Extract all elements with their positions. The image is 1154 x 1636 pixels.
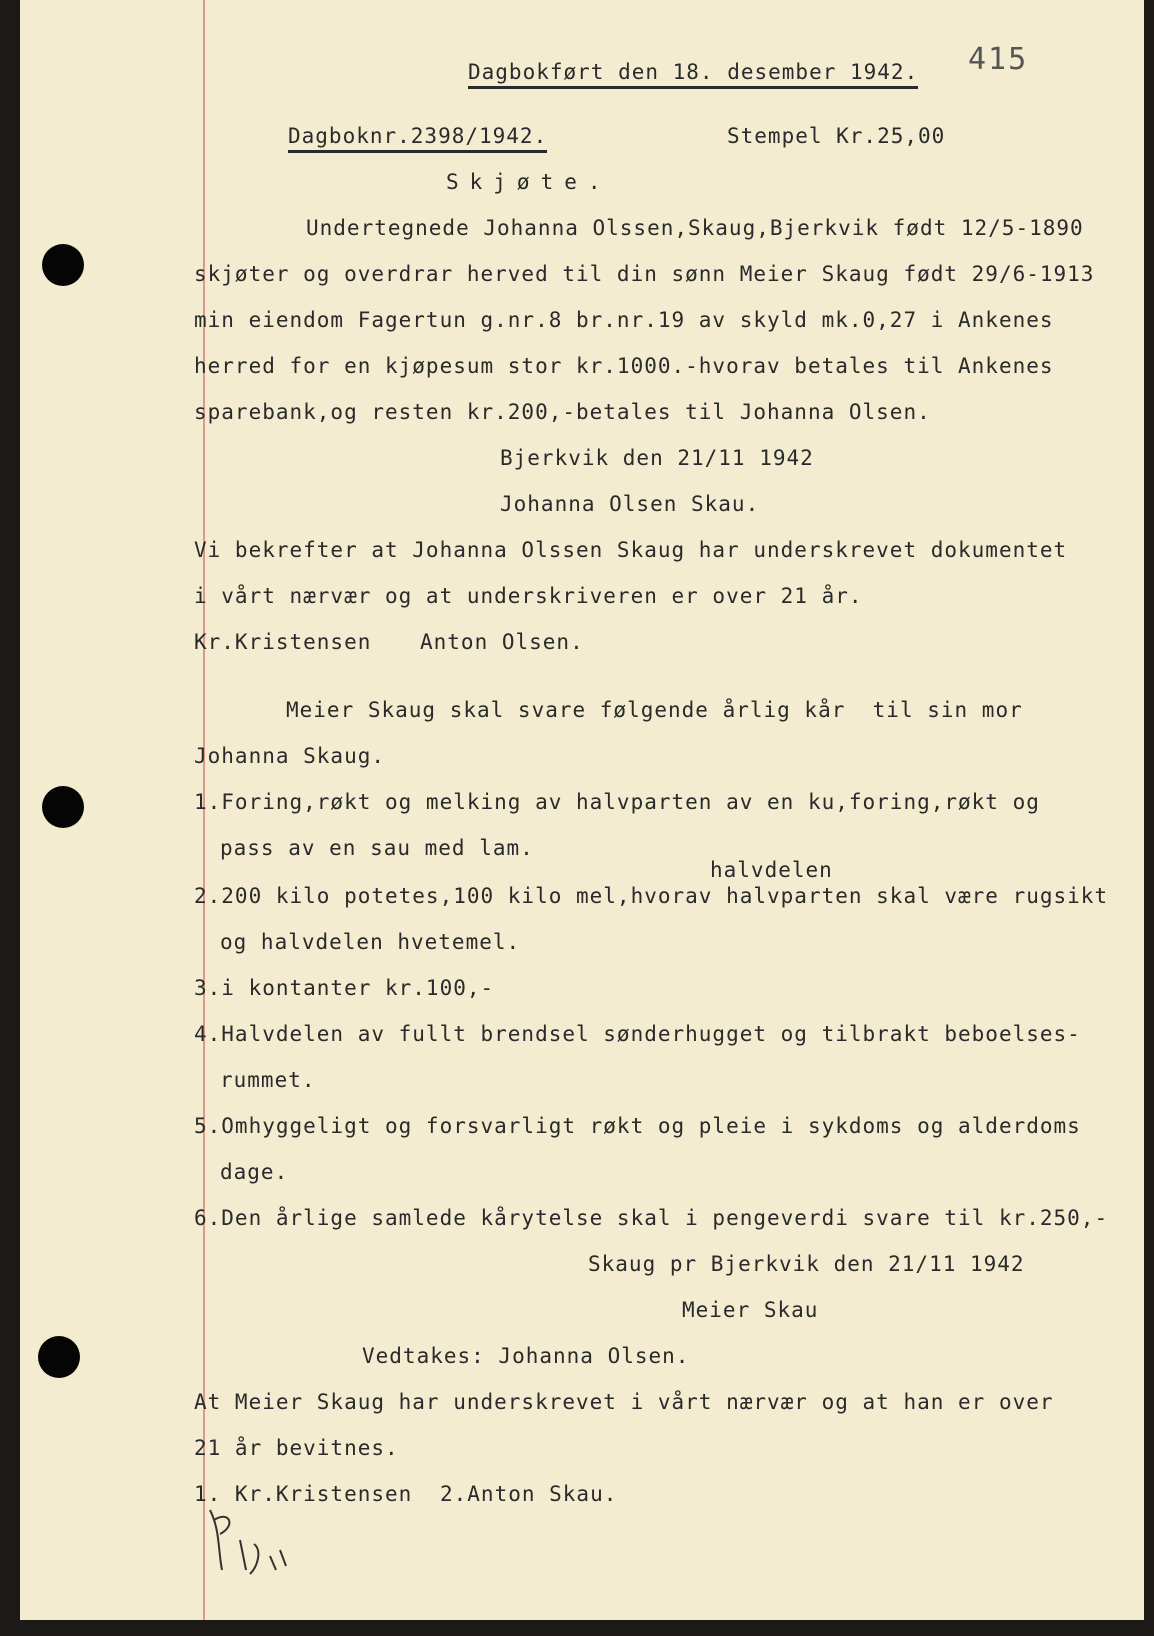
kaar-item: 2.200 kilo potetes,100 kilo mel,hvorav halvparten skal være rugsikt <box>194 884 1109 908</box>
witness-line: Vi bekrefter at Johanna Olssen Skaug har underskrevet dokumentet <box>194 538 1068 562</box>
witness-name: Anton Olsen. <box>420 630 584 654</box>
deed-line: herred for en kjøpesum stor kr.1000.-hvorav betales til Ankenes <box>194 354 1054 378</box>
vedtakes-line: Vedtakes: Johanna Olsen. <box>362 1344 690 1368</box>
handwritten-initials <box>200 1500 310 1580</box>
kaar-place-date: Skaug pr Bjerkvik den 21/11 1942 <box>588 1252 1025 1276</box>
witness-line: i vårt nærvær og at underskriveren er over 21 år. <box>194 584 863 608</box>
kaar-correction: halvdelen <box>710 858 833 882</box>
deed-place-date: Bjerkvik den 21/11 1942 <box>500 446 814 470</box>
deed-line: min eiendom Fagertun g.nr.8 br.nr.19 av skyld mk.0,27 i Ankenes <box>194 308 1054 332</box>
kaar-item: 6.Den årlige samlede kårytelse skal i pengeverdi svare til kr.250,- <box>194 1206 1109 1230</box>
kaar-signature: Meier Skau <box>682 1298 819 1322</box>
kaar-item: 3.i kontanter kr.100,- <box>194 976 495 1000</box>
deed-line: skjøter og overdrar herved til din sønn Meier Skaug født 29/6-1913 <box>194 262 1095 286</box>
final-witness-name: 1. Kr.Kristensen <box>194 1482 413 1506</box>
kaar-item: 1.Foring,røkt og melking av halvparten av en ku,foring,røkt og <box>194 790 1040 814</box>
dagboknr: Dagboknr.2398/1942. <box>288 124 547 153</box>
deed-line: sparebank,og resten kr.200,-betales til Johanna Olsen. <box>194 400 931 424</box>
kaar-item: 4.Halvdelen av fullt brendsel sønderhugget og tilbrakt beboelses- <box>194 1022 1081 1046</box>
deed-line: Undertegnede Johanna Olssen,Skaug,Bjerkvik født 12/5-1890 <box>306 216 1084 240</box>
stempel: Stempel Kr.25,00 <box>727 124 946 148</box>
witness-name: Kr.Kristensen <box>194 630 372 654</box>
kaar-item: rummet. <box>220 1068 316 1092</box>
kaar-item: og halvdelen hvetemel. <box>220 930 521 954</box>
kaar-intro: Johanna Skaug. <box>194 744 386 768</box>
kaar-item: dage. <box>220 1160 289 1184</box>
kaar-intro: Meier Skaug skal svare følgende årlig kår til sin mor <box>286 698 1023 722</box>
punch-hole-2 <box>42 786 84 828</box>
kaar-item: 5.Omhyggeligt og forsvarligt røkt og pleie i sykdoms og alderdoms <box>194 1114 1081 1138</box>
final-witness-line: 21 år bevitnes. <box>194 1436 399 1460</box>
punch-hole-1 <box>42 244 84 286</box>
final-witness-line: At Meier Skaug har underskrevet i vårt nærvær og at han er over <box>194 1390 1054 1414</box>
page-number: 415 <box>968 42 1029 77</box>
final-witness-name: 2.Anton Skau. <box>440 1482 618 1506</box>
dagbokfort-line: Dagbokført den 18. desember 1942. <box>468 60 918 89</box>
punch-hole-3 <box>38 1336 80 1378</box>
document-page <box>20 0 1144 1620</box>
document-title: Skjøte. <box>446 170 612 194</box>
deed-signature: Johanna Olsen Skau. <box>500 492 760 516</box>
kaar-item: pass av en sau med lam. <box>220 836 534 860</box>
